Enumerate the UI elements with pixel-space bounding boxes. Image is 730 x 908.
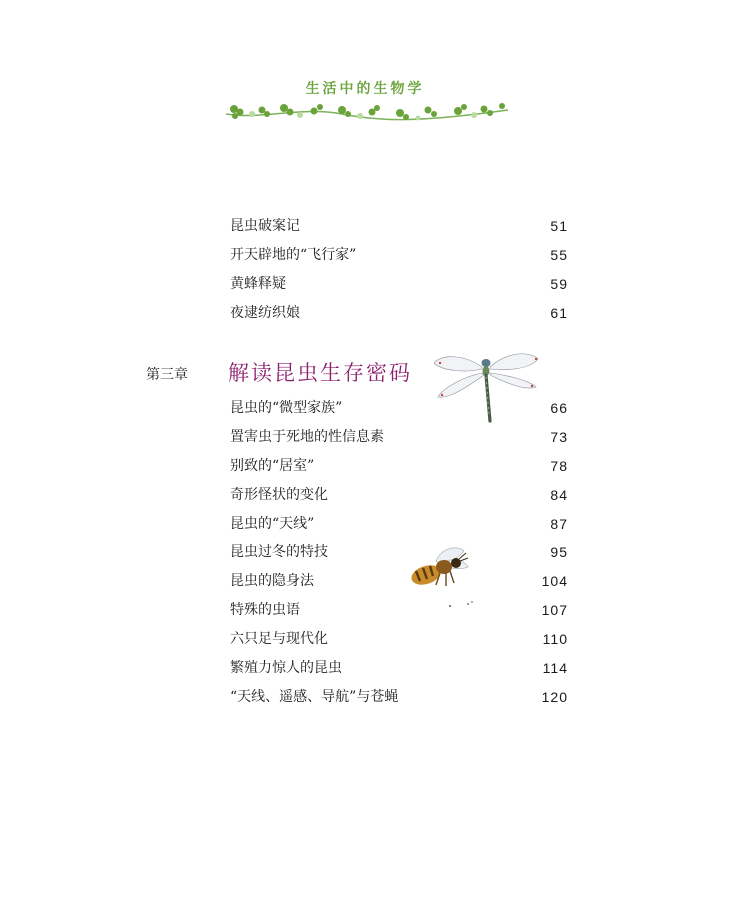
toc-entry-title: 六只足与现代化 — [230, 631, 328, 647]
toc-entry-page: 84 — [550, 487, 568, 503]
toc-entry-page: 66 — [550, 400, 568, 416]
toc-entry[interactable] — [230, 686, 580, 708]
toc-entry-title: 置害虫于死地的性信息素 — [230, 429, 384, 445]
toc-entry-page: 59 — [550, 276, 568, 292]
toc-entry[interactable] — [230, 302, 580, 324]
toc-entry-title: 黄蜂释疑 — [230, 276, 286, 292]
toc-entry-title: 奇形怪状的变化 — [230, 487, 328, 503]
toc-entry[interactable] — [230, 426, 580, 448]
toc-entry[interactable] — [230, 215, 580, 237]
bee-icon — [406, 545, 472, 593]
toc-entry-title: 昆虫过冬的特技 — [230, 544, 328, 560]
toc-entry-page: 110 — [542, 631, 568, 647]
toc-entry[interactable] — [230, 455, 580, 477]
speck-marks-icon — [446, 598, 486, 610]
chapter-title[interactable]: 解读昆虫生存密码 — [228, 361, 412, 385]
toc-entry-title: 昆虫破案记 — [230, 218, 300, 234]
toc-entry[interactable] — [230, 484, 580, 506]
toc-entry-page: 73 — [550, 429, 568, 445]
running-header — [0, 70, 730, 130]
toc-entry-title: 繁殖力惊人的昆虫 — [230, 660, 342, 676]
toc-entry-title: 别致的“居室” — [230, 458, 315, 474]
toc-entry-title: “天线、遥感、导航”与苍蝇 — [230, 689, 399, 705]
toc-entry-page: 87 — [550, 516, 568, 532]
toc-entry-page: 104 — [541, 573, 568, 589]
toc-entry[interactable] — [230, 599, 580, 621]
toc-entry[interactable] — [230, 570, 580, 592]
toc-entry[interactable] — [230, 628, 580, 650]
toc-entry[interactable] — [230, 273, 580, 295]
toc-entry-title: 昆虫的隐身法 — [230, 573, 314, 589]
toc-entry-page: 120 — [541, 689, 568, 705]
toc-entry-title: 特殊的虫语 — [230, 602, 300, 618]
header-title: 生活中的生物学 — [305, 81, 425, 97]
toc-entry-page: 95 — [550, 544, 568, 560]
toc-entry-page: 107 — [541, 602, 568, 618]
toc-entry-page: 51 — [550, 218, 568, 234]
toc-entry-page: 61 — [550, 305, 568, 321]
toc-entry-title: 昆虫的“微型家族” — [230, 400, 343, 416]
toc-entry[interactable] — [230, 541, 580, 563]
toc-entry-title: 昆虫的“天线” — [230, 516, 315, 532]
toc-entry-page: 114 — [542, 660, 568, 676]
toc-entry[interactable] — [230, 513, 580, 535]
toc-entry-title: 开天辟地的“飞行家” — [230, 247, 357, 263]
toc-entry-page: 78 — [550, 458, 568, 474]
toc-entry-page: 55 — [550, 247, 568, 263]
toc-entry[interactable] — [230, 657, 580, 679]
toc-entry[interactable] — [230, 244, 580, 266]
chapter-label: 第三章 — [146, 367, 188, 383]
clover-vine-icon — [222, 96, 512, 126]
toc-entry-title: 夜逮纺织娘 — [230, 305, 300, 321]
toc-entry[interactable] — [230, 397, 580, 419]
